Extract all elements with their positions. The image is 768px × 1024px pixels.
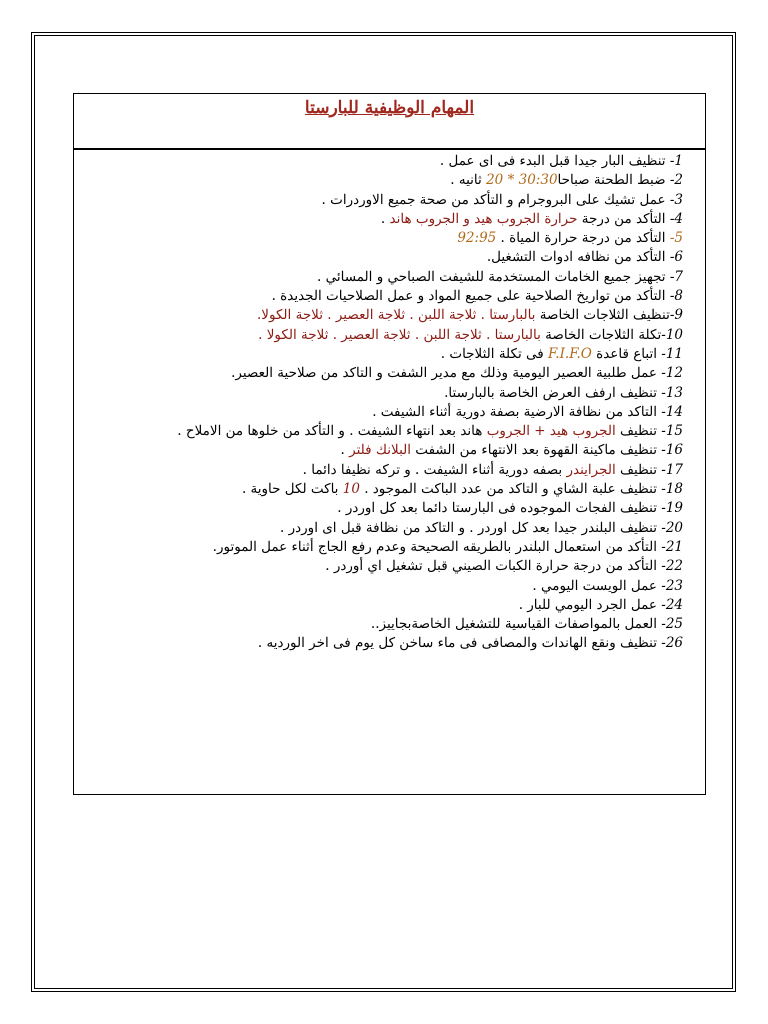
- task-item: [110, 287, 683, 306]
- task-text: تنظيف ارفف العرض الخاصة بالبارستا.: [444, 384, 662, 401]
- task-text: .: [380, 210, 390, 227]
- task-number: 11-: [661, 345, 683, 362]
- task-text: 30:30 * 20: [486, 172, 558, 189]
- task-text: تنظيف ماكينة القهوة بعد الانتهاء من الشفت: [411, 442, 662, 459]
- task-text: التاكد من نظافة الارضية بصفة دورية أثناء الشيفت .: [372, 403, 662, 420]
- task-text: تنظيف البلندر جيدا بعد كل اوردر . و التاكد من نظافة قبل اى اوردر .: [280, 519, 662, 536]
- task-number: 18-: [661, 481, 683, 498]
- task-text: التأكد من استعمال البلندر بالطريقه الصحيحة وعدم رفع الجاج أثناء عمل الموتور.: [212, 538, 662, 555]
- task-text: تنظيف: [615, 461, 662, 478]
- title-box: [73, 93, 706, 149]
- task-text: عمل طلبية العصير اليومية وذلك مع مدير الشفت و التاكد من صلاحية العصير.: [231, 365, 662, 382]
- task-text: تنظيف: [615, 423, 662, 440]
- task-text: اتباع قاعدة: [591, 345, 662, 362]
- task-number: 25-: [661, 616, 683, 633]
- task-item: [110, 538, 683, 557]
- task-text: ثانيه .: [450, 172, 487, 189]
- task-item: [110, 171, 683, 190]
- task-number: 12-: [661, 365, 683, 382]
- task-number: 13-: [661, 384, 683, 401]
- task-text: 92:95: [457, 230, 497, 247]
- task-item: [110, 191, 683, 210]
- task-item: [110, 422, 683, 441]
- task-number: 26-: [661, 635, 683, 652]
- task-number: 9-: [669, 307, 683, 324]
- task-text: العمل بالمواصفات القياسية للتشغيل الخاصةبجاييز..: [370, 616, 662, 633]
- task-text: الجروب هيد + الجروب: [486, 423, 616, 440]
- task-text: تنظيف الفجات الموجوده فى البارستا دائما بعد كل اوردر .: [337, 500, 662, 517]
- task-list: [110, 152, 683, 654]
- task-text: تكلة الثلاجات الخاصة: [540, 326, 662, 343]
- task-item: [110, 152, 683, 171]
- task-text: تنظيف الثلاجات الخاصة: [535, 307, 670, 324]
- task-item: [110, 519, 683, 538]
- task-text: هاند بعد انتهاء الشيفت . و التأكد من خلوها من الاملاح .: [177, 423, 487, 440]
- task-text: F.I.F.O: [548, 345, 592, 362]
- task-number: 14-: [661, 403, 683, 420]
- task-item: [110, 403, 683, 422]
- task-text: تجهيز جميع الخامات المستخدمة للشيفت الصباحي و المسائي .: [317, 268, 670, 285]
- task-text: الجرايندر: [566, 461, 616, 478]
- task-item: [110, 557, 683, 576]
- task-item: [110, 306, 683, 325]
- task-text: .: [340, 442, 350, 459]
- task-number: 21-: [661, 538, 683, 555]
- task-item: [110, 268, 683, 287]
- task-text: التأكد من تواريخ الصلاحية على جميع المواد و عمل الصلاحيات الجديدة .: [271, 288, 670, 305]
- task-text: بالبارستا . ثلاجة اللبن . ثلاجة العصير . ثلاجة الكولا .: [258, 326, 541, 343]
- task-text: بالبارستا . ثلاجة اللبن . ثلاجة العصير . ثلاجة الكولا.: [257, 307, 536, 324]
- task-item: [110, 248, 683, 267]
- document-title: المهام الوظيفية للبارستا: [304, 98, 475, 118]
- task-item: [110, 384, 683, 403]
- task-number: 20-: [661, 519, 683, 536]
- task-number: 1-: [669, 153, 683, 169]
- task-text: عمل تشيك على البروجرام و التأكد من صحة جميع الاوردرات .: [321, 191, 670, 208]
- task-number: 19-: [661, 500, 683, 517]
- task-text: التأكد من نظافه ادوات التشغيل.: [486, 249, 670, 266]
- task-text: حرارة الجروب هيد و الجروب هاند: [389, 210, 578, 227]
- task-text: التأكد من درجة حرارة الكبات الصيني قبل تشغيل اي أوردر .: [325, 558, 662, 575]
- task-number: 3-: [669, 191, 683, 208]
- task-number: 2-: [669, 172, 683, 189]
- task-item: [110, 499, 683, 518]
- task-text: تنظيف ونقع الهاندات والمصافى فى ماء ساخن كل يوم فى اخر الورديه .: [257, 635, 662, 652]
- task-number: 16-: [661, 442, 683, 459]
- task-text: عمل الجرد اليومي للبار .: [518, 596, 662, 613]
- task-number: 6-: [669, 249, 683, 266]
- task-text: التأكد من درجة حرارة المياة .: [496, 230, 670, 247]
- task-text: فى تكلة الثلاجات .: [440, 345, 549, 362]
- task-number: 22-: [661, 558, 683, 575]
- task-item: [110, 229, 683, 248]
- task-number: 10-: [661, 326, 683, 343]
- task-text: بصفه دورية أثناء الشيفت . و تركه نظيفا دائما .: [302, 461, 567, 478]
- task-number: 5-: [669, 230, 683, 247]
- task-text: 10: [342, 481, 360, 498]
- task-number: 4-: [669, 210, 683, 227]
- task-number: 15-: [661, 423, 683, 440]
- task-text: ضبط الطحنة صباحا: [557, 172, 670, 189]
- task-text: باكت لكل حاوية .: [241, 481, 343, 498]
- task-item: [110, 615, 683, 634]
- task-number: 24-: [661, 596, 683, 613]
- task-item: [110, 480, 683, 499]
- task-number: 8-: [669, 288, 683, 305]
- task-item: [110, 461, 683, 480]
- task-text: تنظيف البار جيدا قبل البدء فى اى عمل .: [439, 153, 670, 169]
- task-item: [110, 441, 683, 460]
- task-item: [110, 634, 683, 653]
- task-text: عمل الويست اليومي .: [532, 577, 662, 594]
- task-number: 23-: [661, 577, 683, 594]
- task-item: [110, 577, 683, 596]
- task-number: 7-: [669, 268, 683, 285]
- task-item: [110, 364, 683, 383]
- task-number: 17-: [661, 461, 683, 478]
- task-text: التأكد من درجة: [577, 210, 670, 227]
- task-item: [110, 210, 683, 229]
- task-item: [110, 345, 683, 364]
- task-list-box: [73, 149, 706, 795]
- task-item: [110, 326, 683, 345]
- task-text: البلانك فلتر: [349, 442, 412, 459]
- task-text: تنظيف علبة الشاي و التاكد من عدد الباكت الموجود .: [359, 481, 662, 498]
- task-item: [110, 596, 683, 615]
